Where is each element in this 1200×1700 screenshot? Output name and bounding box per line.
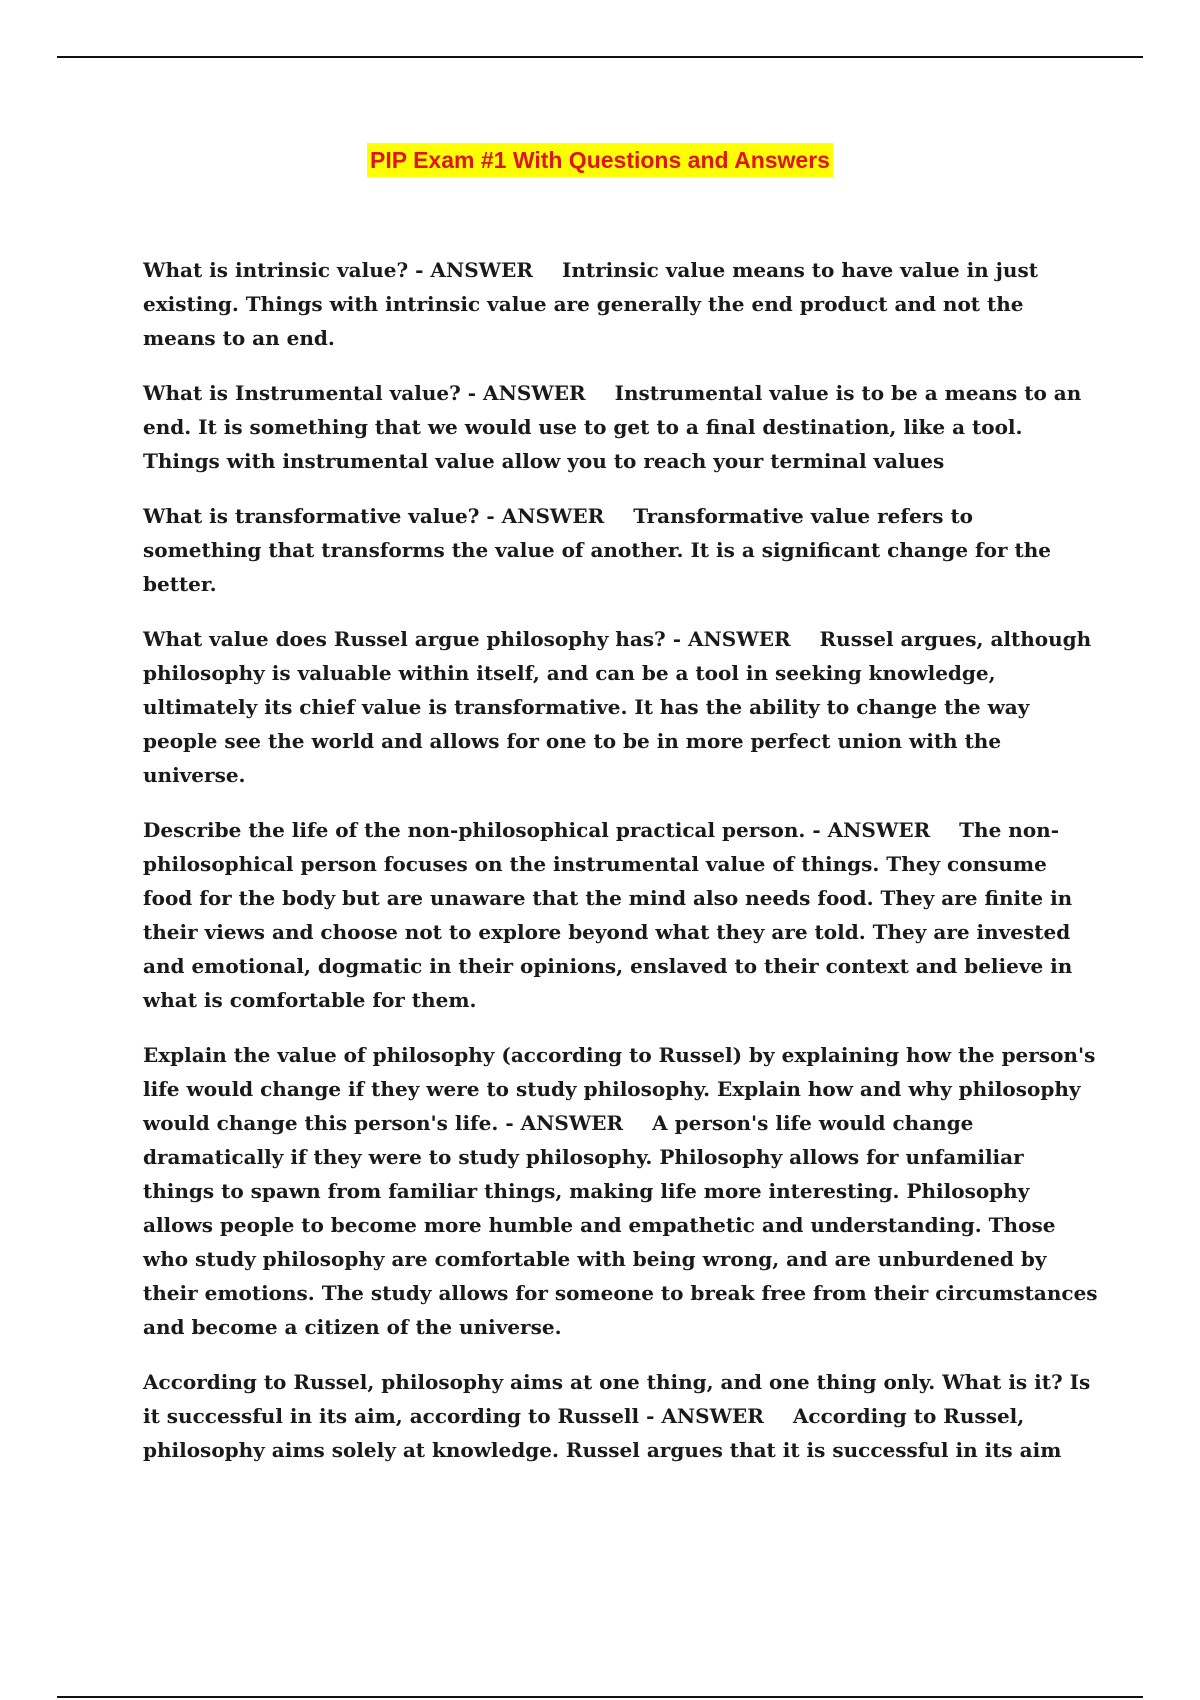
answer-text: A person's life would change dramatically if they were to study philosophy. Philosophy allows for unfamiliar things to spawn from familiar things, making life more interesting. Philosophy allows people to become more humble and empathetic and understanding. Those who study philosophy are comfortable with being wrong, and are unburdened by their emotions. The study allows for someone to break free from their circumstances and become a citizen of the universe. xyxy=(143,1111,1098,1339)
qa-item xyxy=(143,376,1098,478)
answer-marker: - ANSWER xyxy=(505,1111,624,1135)
question-text: What value does Russel argue philosophy has? xyxy=(143,627,666,651)
qa-list xyxy=(143,253,1098,1488)
qa-item xyxy=(143,622,1098,792)
question-text: What is Instrumental value? xyxy=(143,381,461,405)
answer-text: Intrinsic value means to have value in just existing. Things with intrinsic value are generally the end product and not the means to an end. xyxy=(143,258,1038,350)
question-text: According to Russel, philosophy aims at one thing, and one thing only. What is it? Is it successful in its aim, according to Russell xyxy=(143,1370,1091,1428)
qa-item xyxy=(143,1365,1098,1467)
qa-item xyxy=(143,1038,1098,1344)
answer-text: Russel argues, although philosophy is valuable within itself, and can be a tool in seeking knowledge, ultimately its chief value is transformative. It has the ability to change the way people see the world and allows for one to be in more perfect union with the universe. xyxy=(143,627,1092,787)
qa-item xyxy=(143,253,1098,355)
footer-rule xyxy=(57,1696,1143,1698)
question-text: What is transformative value? xyxy=(143,504,480,528)
answer-text: The non-philosophical person focuses on the instrumental value of things. They consume food for the body but are unaware that the mind also needs food. They are finite in their views and choose not to explore beyond what they are told. They are invested and emotional, dogmatic in their opinions, enslaved to their context and believe in what is comfortable for them. xyxy=(143,818,1073,1012)
answer-marker: - ANSWER xyxy=(415,258,534,282)
answer-text: According to Russel, philosophy aims solely at knowledge. Russel argues that it is successful in its aim xyxy=(143,1404,1062,1462)
question-text: Describe the life of the non-philosophical practical person. xyxy=(143,818,806,842)
answer-marker: - ANSWER xyxy=(812,818,931,842)
question-text: Explain the value of philosophy (according to Russel) by explaining how the person's life would change if they were to study philosophy. Explain how and why philosophy would change this person's life. xyxy=(143,1043,1096,1135)
document-title: PIP Exam #1 With Questions and Answers xyxy=(367,143,833,177)
answer-marker: - ANSWER xyxy=(486,504,605,528)
title-container xyxy=(0,143,1200,177)
answer-marker: - ANSWER xyxy=(646,1404,764,1428)
answer-text: Transformative value refers to something that transforms the value of another. It is a significant change for the better. xyxy=(143,504,1051,596)
header-rule xyxy=(57,56,1143,58)
question-text: What is intrinsic value? xyxy=(143,258,409,282)
qa-item xyxy=(143,813,1098,1017)
answer-text: Instrumental value is to be a means to an end. It is something that we would use to get to a final destination, like a tool. Things with instrumental value allow you to reach your terminal values xyxy=(143,381,1082,473)
qa-item xyxy=(143,499,1098,601)
answer-marker: - ANSWER xyxy=(467,381,586,405)
answer-marker: - ANSWER xyxy=(672,627,791,651)
